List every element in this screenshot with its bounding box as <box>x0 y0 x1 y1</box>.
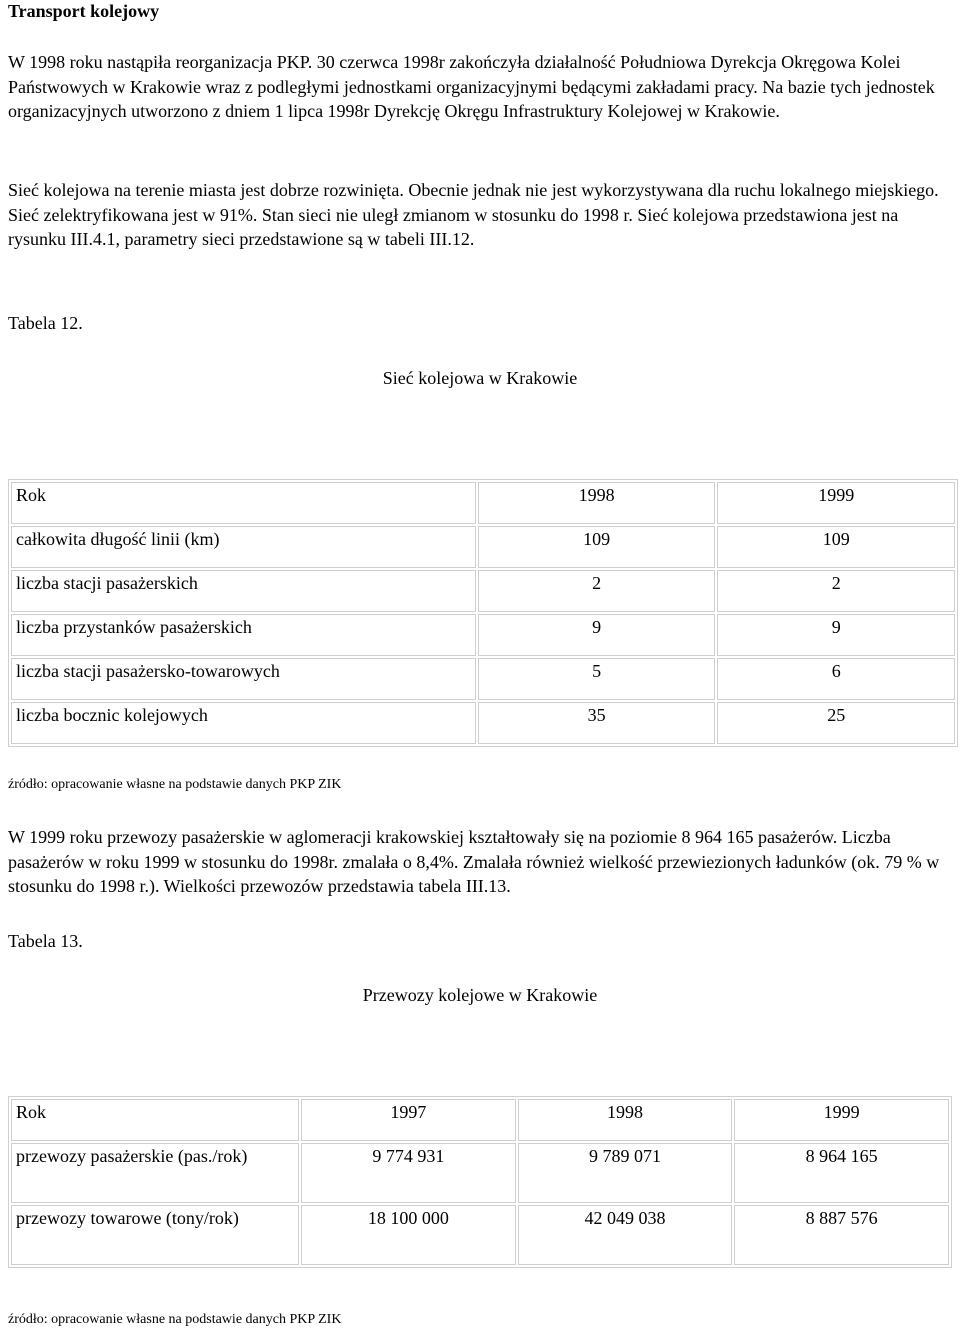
table-header-cell: Rok <box>11 1099 299 1141</box>
table-cell: 18 100 000 <box>301 1205 516 1265</box>
table13-source: źródło: opracowanie własne na podstawie danych PKP ZIK <box>8 1312 342 1327</box>
table-header-cell: 1997 <box>301 1099 516 1141</box>
table13-label: Tabela 13. <box>8 931 83 951</box>
table-cell: całkowita długość linii (km) <box>11 526 476 568</box>
table13-title: Przewozy kolejowe w Krakowie <box>362 985 598 1005</box>
table-row <box>11 1143 949 1203</box>
table-header-cell: Rok <box>11 482 476 524</box>
table-header-cell: 1998 <box>518 1099 733 1141</box>
table-cell: 109 <box>717 526 955 568</box>
table-header-row <box>11 1099 949 1141</box>
table-cell: 9 <box>478 614 716 656</box>
table12-source: źródło: opracowanie własne na podstawie danych PKP ZIK <box>8 777 342 792</box>
table-railway-network <box>8 479 958 747</box>
table-header-row <box>11 482 955 524</box>
table-cell: 25 <box>717 702 955 744</box>
table-railway-transport <box>8 1096 952 1268</box>
table-cell: 8 964 165 <box>734 1143 949 1203</box>
table-cell: 2 <box>717 570 955 612</box>
table-cell: liczba bocznic kolejowych <box>11 702 476 744</box>
table-cell: 9 <box>717 614 955 656</box>
table12-title: Sieć kolejowa w Krakowie <box>382 368 578 388</box>
table-cell: 42 049 038 <box>518 1205 733 1265</box>
table-cell: 5 <box>478 658 716 700</box>
table-cell: 6 <box>717 658 955 700</box>
table-row <box>11 526 955 568</box>
paragraph-traffic: W 1999 roku przewozy pasażerskie w aglomeracji krakowskiej kształtowały się na poziomie 8 964 165 pasażerów. Liczba pasażerów w roku 1999 w stosunku do 1998r. zmalała o 8,4%. Zmalała również wielkość przewiezionych ładunków (ok. 79 % w stosunku do 1998 r.). Wielkości przewozów przedstawia tabela III.13. <box>8 827 940 896</box>
table12-label: Tabela 12. <box>8 313 83 333</box>
table-cell: 2 <box>478 570 716 612</box>
table-header-cell: 1998 <box>478 482 716 524</box>
table-cell: 109 <box>478 526 716 568</box>
table-header-cell: 1999 <box>717 482 955 524</box>
table-cell: liczba przystanków pasażerskich <box>11 614 476 656</box>
paragraph-reorganization: W 1998 roku nastąpiła reorganizacja PKP. 30 czerwca 1998r zakończyła działalność Południowa Dyrekcja Okręgowa Kolei Państwowych w Krakowie wraz z podległymi jednostkami organizacyjnymi będącymi zakładami pracy. Na bazie tych jednostek organizacyjnych utworzono z dniem 1 lipca 1998r Dyrekcję Okręgu Infrastruktury Kolejowej w Krakowie. <box>8 52 935 121</box>
table-cell: 8 887 576 <box>734 1205 949 1265</box>
table-cell: liczba stacji pasażersko-towarowych <box>11 658 476 700</box>
table-cell: przewozy towarowe (tony/rok) <box>11 1205 299 1265</box>
table-row <box>11 702 955 744</box>
table-row <box>11 614 955 656</box>
table-row <box>11 570 955 612</box>
section-heading: Transport kolejowy <box>8 1 160 21</box>
table-cell: przewozy pasażerskie (pas./rok) <box>11 1143 299 1203</box>
table-header-cell: 1999 <box>734 1099 949 1141</box>
table-row <box>11 658 955 700</box>
table-cell: 35 <box>478 702 716 744</box>
table-cell: 9 774 931 <box>301 1143 516 1203</box>
paragraph-network: Sieć kolejowa na terenie miasta jest dobrze rozwinięta. Obecnie jednak nie jest wykorzystywana dla ruchu lokalnego miejskiego. Sieć zelektryfikowana jest w 91%. Stan sieci nie uległ zmianom w stosunku do 1998 r. Sieć kolejowa przedstawiona jest na rysunku III.4.1, parametry sieci przedstawione są w tabeli III.12. <box>8 180 939 249</box>
table-cell: 9 789 071 <box>518 1143 733 1203</box>
table-row <box>11 1205 949 1265</box>
table-cell: liczba stacji pasażerskich <box>11 570 476 612</box>
